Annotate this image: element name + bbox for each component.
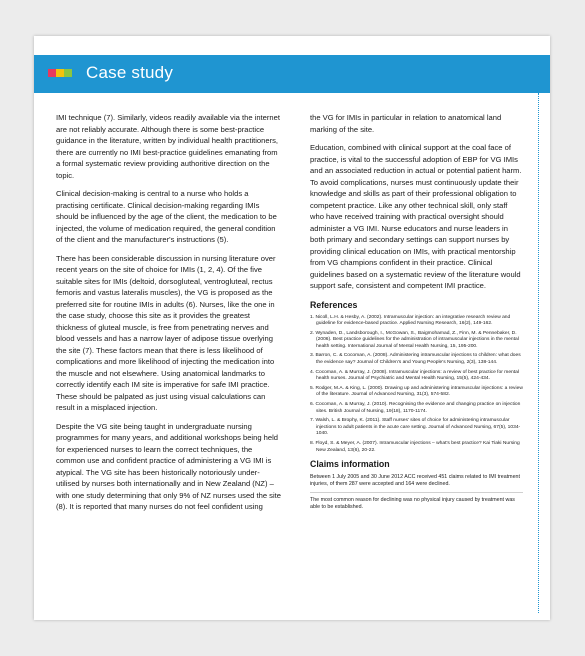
claims-text: Between 1 July 2005 and 30 June 2012 ACC received 451 claims related to IMI treatment injuries, of them 287 were accepted and 164 were declined.	[310, 474, 520, 488]
reference-item: 8. Floyd, S. & Meyer, A. (2007). Intramuscular injections – what's best practice? Kai Tiaki Nursing New Zealand, 13(6), 20-22.	[310, 440, 520, 453]
reference-item: 1. Nicoll, L.H. & Hesby, A. (2002). Intramuscular injection: an integrative research review and guideline for evidence-based practice. Applied Nursing Research, 16(2), 149-162.	[310, 314, 511, 327]
reference-item: 2. Wynaden, D., Landsborough, I., McGowan, S., Baigmohamad, Z., Finn, M. & Pennebaker, D. (2006). Best practice guidelines for the administration of intramuscular injections in the mental health setting. International Journal of Mental Health Nursing, 15, 195-200.	[310, 330, 519, 350]
reference-item: 4. Cocoman, A. & Murray, J. (2008). Intramuscular injections: a review of best practice for mental health nurses. Journal of Psychiatric and Mental Health Nursing, 15(5), 424-434.	[310, 369, 519, 382]
body-paragraph: Clinical decision-making is central to a nurse who holds a practising certificate. Clinical decision-making regarding IMIs should be influenced by the age of the client, the medication to be injected, the volume of medication required, the general condition of the client and the manufacturer's instructions (5).	[56, 189, 277, 244]
claims-text: The most common reason for declining was no physical injury caused by treatment was able to be established.	[310, 496, 515, 510]
reference-item: 7. Walsh, L. & Brophy, K. (2011). Staff nurses' sites of choice for administering intramuscular injections to adult patients in the acute care setting. Journal of Advanced Nursing, 67(5), 1034-1040.	[310, 417, 521, 437]
claims-heading: Claims information	[310, 459, 390, 470]
body-paragraph: There has been considerable discussion in nursing literature over recent years on the site of choice for IMIs (1, 2, 4). Of the five suitable sites for IMIs (deltoid, dorsogluteal, ventrogluteal, rectus femoris and vastus lateralis muscles), the VG is proposed as the preferred site for routine IMIs in adults (6). Nurses, like the one in the case study, choose this site as it provides the greatest thickness of gluteal muscle, is free from penetrating nerves and blood vessels and has a narrow layer of adipose tissue overlying the site (7). These factors mean that there is less likelihood of complications and more likelihood of injecting the medication into the muscle and not elsewhere. Using anatomical landmarks to correctly identify each IM site is imperative for safe IMI practice. These should be palpated as just using visual calculations can result in a misplaced injection.	[56, 253, 276, 412]
right-column	[310, 112, 523, 513]
claims-divider	[310, 492, 523, 493]
body-paragraph: Despite the VG site being taught in undergraduate nursing programmes for many years, and additional workshops being held for experienced nurses to learn the correct techniques, the common use and confident practice of administering a VG IMI is atypical. The VG site has been historically notoriously under-utilised by nurses both internationally and in New Zealand (NZ) – with one study determining that only 9% of NZ nurses used the site (8). It is reported that many nurses do not feel confident using	[56, 421, 281, 511]
section-banner	[34, 55, 550, 93]
yellow-square-icon	[56, 69, 64, 77]
left-column	[56, 112, 281, 520]
reference-item: 5. Rodger, M.A. & King, L. (2000). Drawing up and administering intramuscular injections: a review of the literature. Journal of Advanced Nursing, 31(3), 574-582.	[310, 385, 523, 398]
margin-rule	[538, 93, 539, 613]
page-title: Case study	[86, 63, 174, 82]
green-square-icon	[64, 69, 72, 77]
references-heading: References	[310, 299, 358, 310]
body-paragraph: the VG for IMIs in particular in relation to anatomical land marking of the site.	[310, 113, 502, 134]
reference-item: 6. Cocoman, A. & Murray, J. (2010). Recognising the evidence and changing practice on injection sites. British Journal of Nursing, 19(18), 1170-1174.	[310, 401, 521, 414]
document-page	[34, 36, 550, 620]
body-paragraph: Education, combined with clinical support at the coal face of practice, is vital to the successful adoption of EBP for VG IMIs and an associated reduction in actual or potential patient harm. To avoid complications, nurses must continuously update their knowledge and skills as part of their professional obligation to competent practice. Like any other technical skill, only staff who have received training with practical oversight should administer a VG IMI. Nurse educators and nurse leaders in both primary and secondary settings can support nurses by providing clinical education on IMIs, with practical mentorship from VG champions confident in their practice. Clinical guidelines based on a systematic review of the literature would support safe, consistent and competent IMI practice.	[310, 143, 522, 290]
reference-item: 3. Barron, C. & Cocoman, A. (2008). Administering intramuscular injections to children: what does the evidence say? Journal of Children's and Young People's Nursing, 2(3), 138-144.	[310, 353, 521, 366]
pink-square-icon	[48, 69, 56, 77]
body-paragraph: IMI technique (7). Similarly, videos readily available via the internet are not reliably accurate. Although there is some best-practice guidance in the literature, written by individual health practitioners, there are currently no IMI best-practice guidelines emanating from a formal systematic review providing authoritive direction on the topic.	[56, 113, 280, 180]
